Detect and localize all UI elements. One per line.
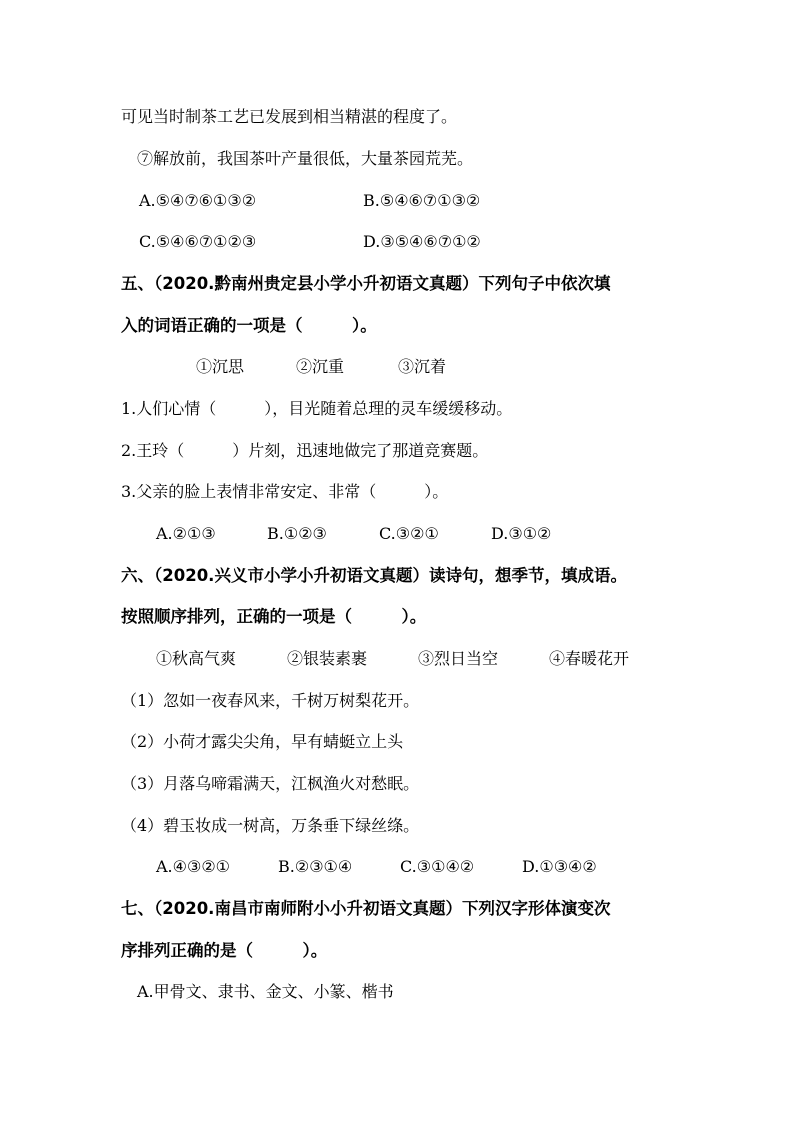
q6-poem-3: （3）月落乌啼霜满天，江枫渔火对愁眠。	[121, 774, 420, 793]
q5-option-c: C.③②①	[379, 524, 439, 543]
q6-poem-4: （4）碧玉妆成一树高，万条垂下绿丝绦。	[121, 816, 420, 835]
q7-option-a: A.甲骨文、隶书、金文、小篆、楷书	[137, 982, 394, 1001]
q5-title-line2: 入的词语正确的一项是（ ）。	[121, 316, 377, 335]
q4-option-d: D.③⑤④⑥⑦①②	[363, 232, 481, 251]
q5-option-d: D.③①②	[491, 524, 552, 543]
q6-option-b: B.②③①④	[278, 857, 353, 876]
q6-poem-1: （1）忽如一夜春风来，千树万树梨花开。	[121, 691, 420, 710]
q5-sentence-1: 1.人们心情（ ），目光随着总理的灵车缓缓移动。	[121, 399, 513, 418]
q4-continuation-text: 可见当时制茶工艺已发展到相当精湛的程度了。	[121, 107, 458, 126]
q4-option-a: A.⑤④⑦⑥①③②	[139, 191, 257, 210]
q6-option-a: A.④③②①	[156, 857, 231, 876]
q5-option-b: B.①②③	[267, 524, 327, 543]
q6-title-line2: 按照顺序排列，正确的一项是（ ）。	[121, 607, 427, 626]
q6-idiom-1: ①秋高气爽	[156, 649, 237, 668]
q6-poem-2: （2）小荷才露尖尖角，早有蜻蜓立上头	[121, 732, 404, 751]
q5-word-2: ②沉重	[296, 357, 345, 376]
q6-idiom-3: ③烈日当空	[418, 649, 499, 668]
q5-sentence-2: 2.王玲（ ）片刻，迅速地做完了那道竞赛题。	[121, 441, 489, 460]
q7-title-line2: 序排列正确的是（ ）。	[121, 941, 328, 960]
q6-title-line1: 六、（2020.兴义市小学小升初语文真题）读诗句，想季节，填成语。	[121, 566, 627, 585]
q5-title-line1: 五、（2020.黔南州贵定县小学小升初语文真题）下列句子中依次填	[121, 274, 611, 293]
q7-title-line1: 七、（2020.南昌市南师附小小升初语文真题）下列汉字形体演变次	[121, 899, 611, 918]
q6-idiom-4: ④春暖花开	[549, 649, 630, 668]
q5-option-a: A.②①③	[156, 524, 216, 543]
q5-word-1: ①沉思	[196, 357, 245, 376]
q4-option-b: B.⑤④⑥⑦①③②	[363, 191, 481, 210]
q4-option-c: C.⑤④⑥⑦①②③	[139, 232, 257, 251]
q6-option-c: C.③①④②	[400, 857, 475, 876]
q6-idiom-2: ②银装素裹	[287, 649, 368, 668]
q5-word-3: ③沉着	[398, 357, 447, 376]
q6-option-d: D.①③④②	[522, 857, 597, 876]
q4-item-7: ⑦解放前，我国茶叶产量很低，大量茶园荒芜。	[137, 149, 474, 168]
q5-sentence-3: 3.父亲的脸上表情非常安定、非常（ ）。	[121, 482, 449, 501]
